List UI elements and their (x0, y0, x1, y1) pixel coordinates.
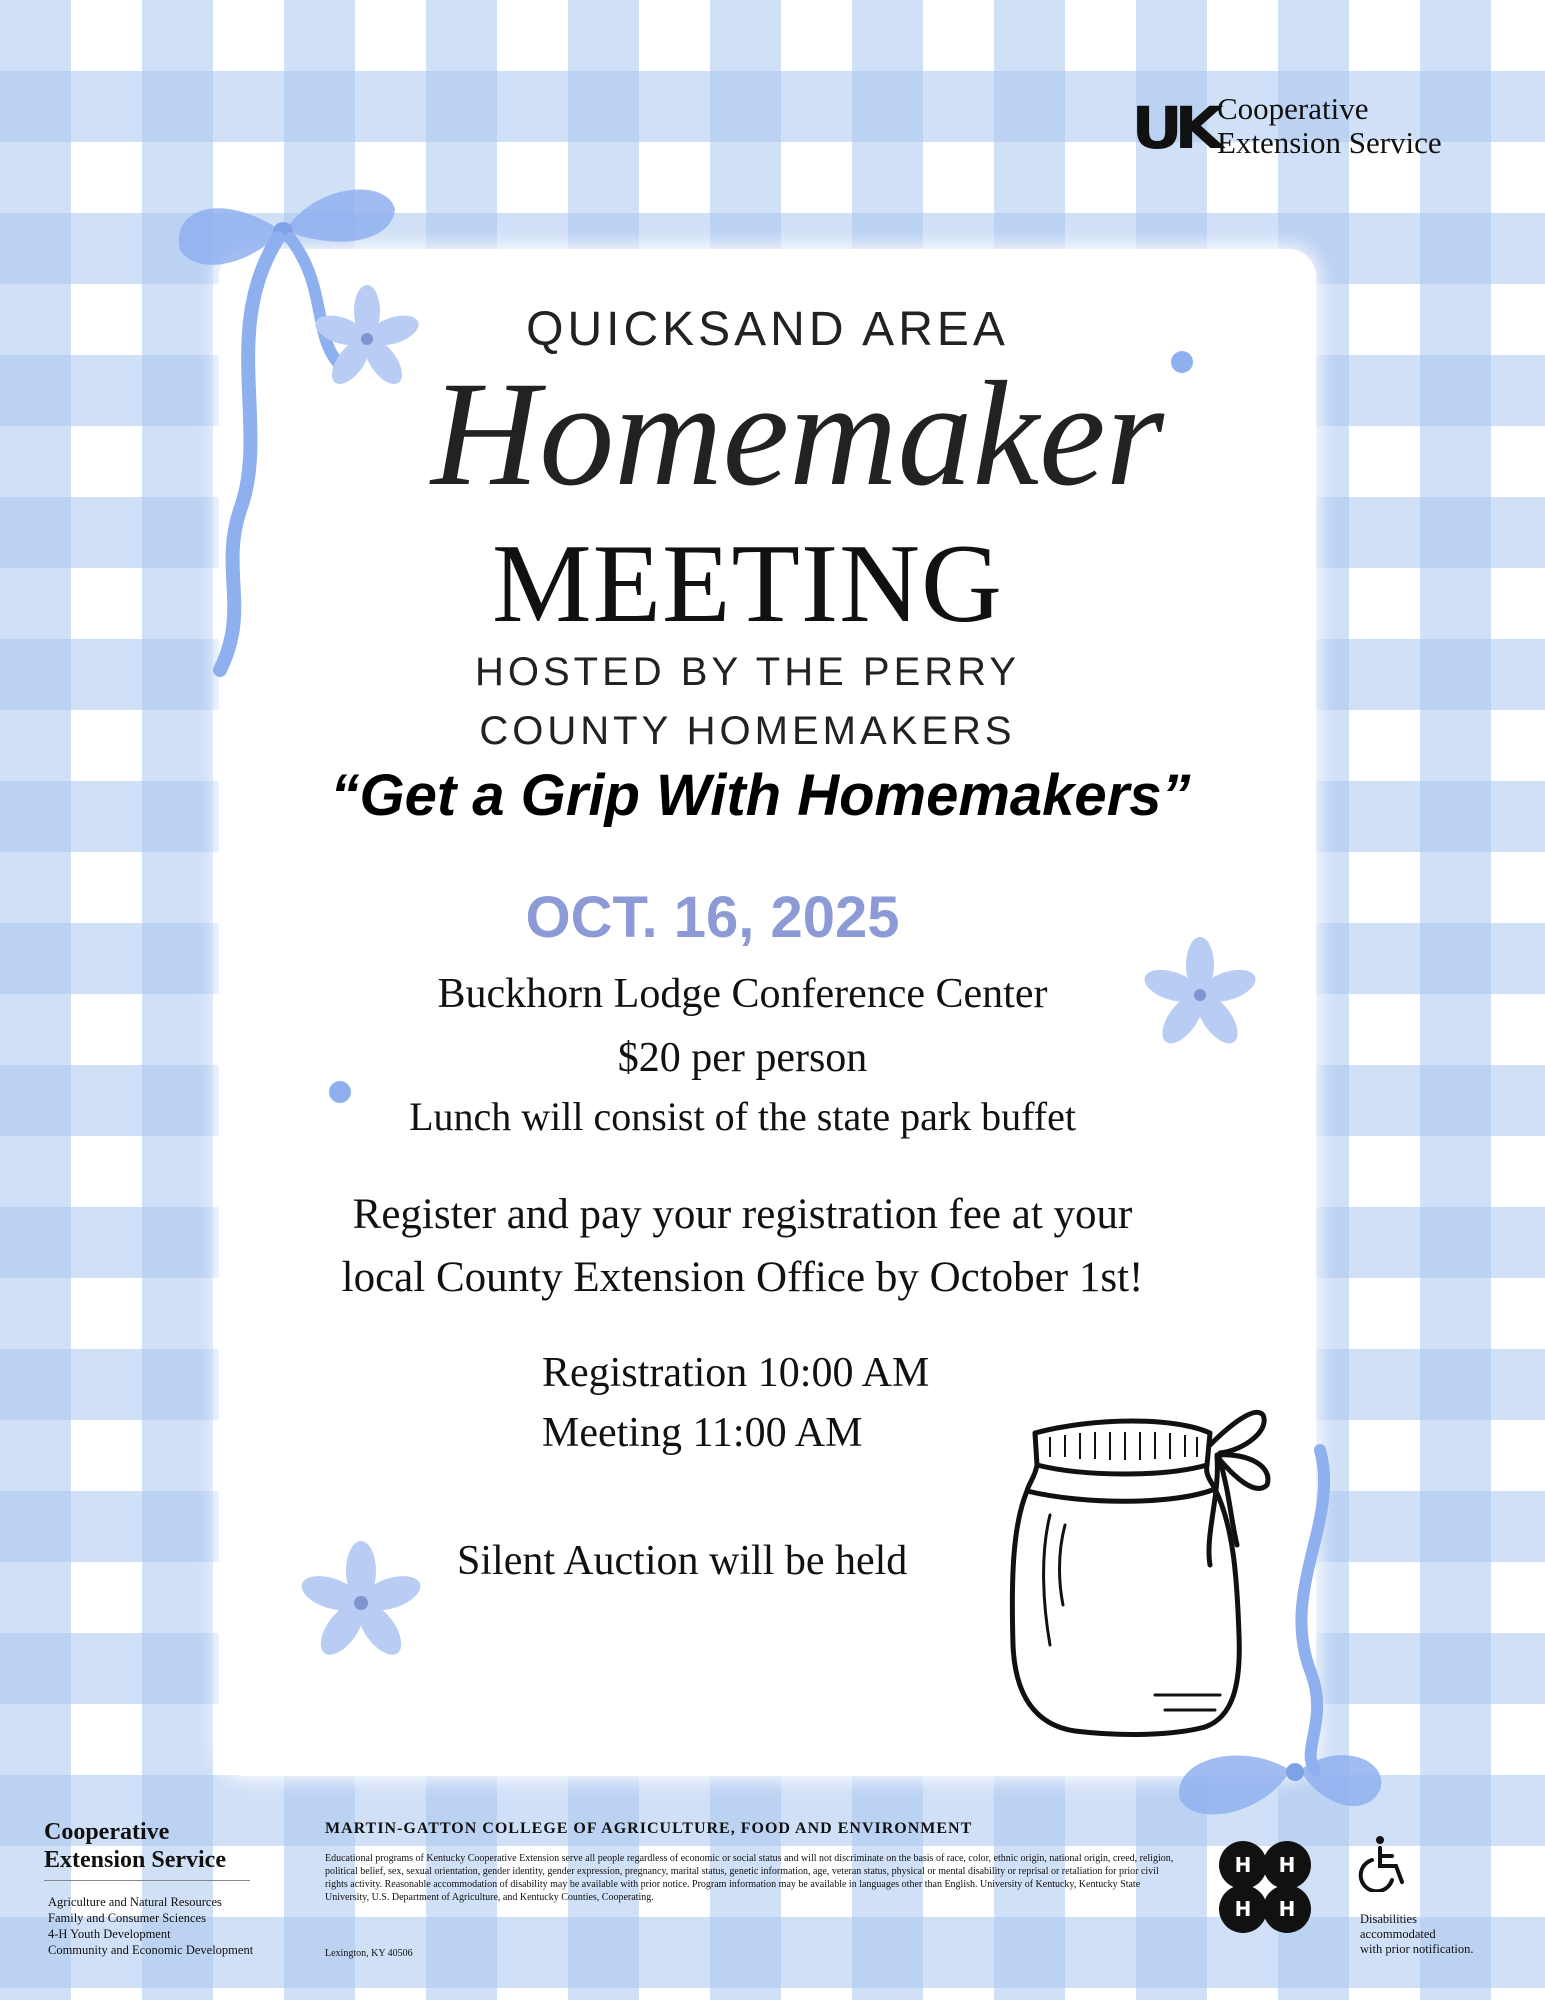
footer-unit: Agriculture and Natural Resources (48, 1895, 222, 1909)
accessibility-icon (1358, 1832, 1418, 1892)
registration-time: Registration 10:00 AM (542, 1350, 930, 1396)
event-lunch: Lunch will consist of the state park buffet (409, 1094, 1076, 1139)
schedule (542, 1343, 929, 1463)
area-heading: QUICKSAND AREA (526, 303, 1009, 356)
footer-units (48, 1894, 253, 1958)
event-price: $20 per person (617, 1035, 868, 1081)
svg-text:H: H (1234, 1897, 1252, 1921)
flower-icon (296, 1538, 426, 1668)
footer-unit: Community and Economic Development (48, 1943, 254, 1957)
meeting-time: Meeting 11:00 AM (542, 1410, 863, 1456)
host-line2: COUNTY HOMEMAKERS (479, 709, 1016, 753)
svg-text:H: H (1278, 1853, 1296, 1877)
mason-jar-icon (1005, 1405, 1280, 1745)
disabilities-line: with prior notification. (1360, 1942, 1474, 1956)
host-line1: HOSTED BY THE PERRY (474, 650, 1021, 694)
college-name: MARTIN-GATTON COLLEGE OF AGRICULTURE, FOOD AND ENVIRONMENT (325, 1820, 973, 1837)
footer-divider (44, 1880, 250, 1881)
uk-logo-line1: Cooperative (1217, 91, 1369, 126)
uk-logo (1131, 91, 1485, 162)
disabilities-note (1360, 1912, 1474, 1957)
page-title: Homemaker (430, 351, 1165, 517)
registration-line1: Register and pay your registration fee at your (352, 1191, 1133, 1238)
auction-note: Silent Auction will be held (457, 1538, 908, 1584)
nondiscrimination-statement: Educational programs of Kentucky Cooperative Extension serve all people regardless of economic or social status and will not discriminate on the basis of race, color, ethnic origin, national origin, creed, religion, political belief, sex, sexual orientation, gender identity, gender expression, pregnancy, marital status, genetic information, age, veteran status, physical or mental disability or reprisal or retaliation for prior civil rights activity. Reasonable accommodation of disability may be available with prior notice. Program information may be available in languages other than English. University of Kentucky, Kentucky State University, U.S. Department of Agriculture, and Kentucky Counties, Cooperating. (325, 1853, 1174, 1903)
event-location: Buckhorn Lodge Conference Center (437, 971, 1048, 1017)
uk-logo-line2: Extension Service (1217, 125, 1442, 160)
footer-ces-logo (44, 1818, 226, 1874)
four-h-clover-icon (1210, 1832, 1320, 1942)
svg-text:H: H (1234, 1853, 1252, 1877)
footer-address: Lexington, KY 40506 (325, 1948, 413, 1959)
footer-ces-line2: Extension Service (44, 1847, 226, 1873)
page-subtitle: MEETING (492, 522, 1003, 646)
registration-line2: local County Extension Office by October 1st! (341, 1254, 1144, 1301)
host-heading (205, 643, 1290, 761)
footer-unit: Family and Consumer Sciences (48, 1911, 206, 1925)
event-date: OCT. 16, 2025 (525, 885, 900, 950)
uk-logo-text (1217, 92, 1442, 160)
disabilities-line: Disabilities (1360, 1912, 1417, 1926)
svg-text:H: H (1278, 1897, 1296, 1921)
registration-note (200, 1183, 1285, 1309)
footer-unit: 4-H Youth Development (48, 1927, 171, 1941)
disabilities-line: accommodated (1360, 1927, 1436, 1941)
footer-ces-line1: Cooperative (44, 1819, 170, 1845)
tagline: “Get a Grip With Homemakers” (330, 763, 1191, 828)
uk-mark: UK (1131, 94, 1215, 162)
